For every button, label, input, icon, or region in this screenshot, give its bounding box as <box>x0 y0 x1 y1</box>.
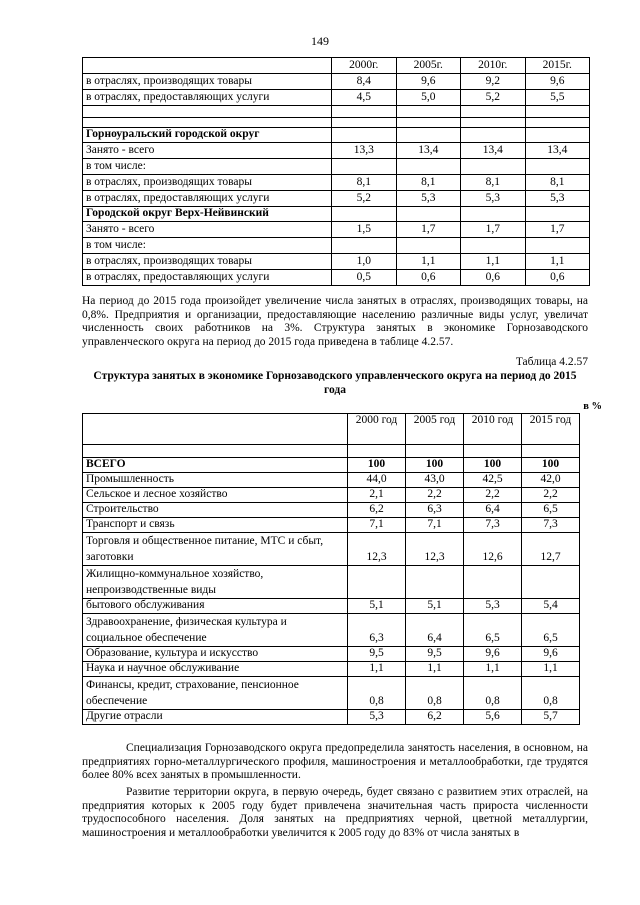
cell-value <box>332 106 397 118</box>
cell-value: 43,0 <box>406 473 464 488</box>
spacer-cell <box>348 445 406 458</box>
table-row <box>83 191 590 207</box>
cell-value: 5,4 <box>522 599 580 614</box>
cell-value <box>396 207 461 222</box>
cell-value: 1,1 <box>348 662 406 677</box>
cell-value: 1,1 <box>464 662 522 677</box>
cell-value: 5,3 <box>396 191 461 207</box>
cell-value: 1,1 <box>461 254 526 270</box>
cell-value <box>461 128 526 143</box>
cell-value: 100 <box>522 458 580 473</box>
cell-value: 6,4 <box>406 614 464 647</box>
spacer-cell <box>83 118 332 128</box>
header-empty-cell <box>83 58 332 74</box>
table-row <box>83 74 590 90</box>
row-label: Торговля и общественное питание, МТС и сбыт, заготовки <box>83 533 348 566</box>
cell-value: 12,3 <box>406 533 464 566</box>
cell-value: 2,2 <box>464 488 522 503</box>
header-empty-cell <box>83 414 348 445</box>
cell-value: 6,4 <box>464 503 522 518</box>
row-label: в отраслях, предоставляющих услуги <box>83 191 332 207</box>
group-heading-row <box>83 128 590 143</box>
table-row <box>83 90 590 106</box>
cell-value: 5,3 <box>461 191 526 207</box>
table-row <box>83 566 580 599</box>
cell-value: 42,5 <box>464 473 522 488</box>
cell-value: 6,5 <box>522 614 580 647</box>
cell-value: 44,0 <box>348 473 406 488</box>
row-label: Жилищно-коммунальное хозяйство, непроизводственные виды <box>83 566 348 599</box>
row-label: в отраслях, производящих товары <box>83 254 332 270</box>
spacer-cell <box>83 445 348 458</box>
row-label: в отраслях, предоставляющих услуги <box>83 270 332 286</box>
cell-value <box>396 159 461 175</box>
total-row <box>83 458 580 473</box>
group-heading-row <box>83 207 590 222</box>
table-row <box>83 533 580 566</box>
cell-value <box>461 159 526 175</box>
year-header: 2000г. <box>332 58 397 74</box>
cell-value: 9,6 <box>464 647 522 662</box>
cell-value: 4,5 <box>332 90 397 106</box>
cell-value <box>464 566 522 599</box>
cell-value: 0,6 <box>461 270 526 286</box>
cell-value: 7,1 <box>406 518 464 533</box>
cell-value: 0,8 <box>406 677 464 710</box>
cell-value: 8,1 <box>461 175 526 191</box>
year-header: 2005 год <box>406 414 464 445</box>
row-label: в том числе: <box>83 159 332 175</box>
year-header: 2015 год <box>522 414 580 445</box>
year-header: 2000 год <box>348 414 406 445</box>
cell-value: 100 <box>348 458 406 473</box>
row-label: Транспорт и связь <box>83 518 348 533</box>
cell-value <box>525 207 590 222</box>
cell-value: 1,7 <box>525 222 590 238</box>
cell-value <box>348 566 406 599</box>
cell-value: 5,3 <box>464 599 522 614</box>
cell-value: 5,2 <box>461 90 526 106</box>
cell-value: 13,4 <box>461 143 526 159</box>
table-row-spacer <box>83 445 580 458</box>
table-row <box>83 647 580 662</box>
cell-value: 1,1 <box>406 662 464 677</box>
table-row <box>83 503 580 518</box>
row-label: Наука и научное обслуживание <box>83 662 348 677</box>
cell-value: 5,2 <box>332 191 397 207</box>
cell-value: 1,0 <box>332 254 397 270</box>
spacer-cell <box>525 118 590 128</box>
cell-value <box>396 106 461 118</box>
cell-value: 5,3 <box>348 710 406 725</box>
row-label: Занято - всего <box>83 143 332 159</box>
cell-value <box>461 106 526 118</box>
cell-value: 9,6 <box>396 74 461 90</box>
table-row <box>83 254 590 270</box>
spacer-cell <box>332 118 397 128</box>
cell-value: 6,5 <box>464 614 522 647</box>
cell-value: 5,6 <box>464 710 522 725</box>
cell-value: 0,8 <box>522 677 580 710</box>
spacer-cell <box>406 445 464 458</box>
year-header: 2010г. <box>461 58 526 74</box>
table-row <box>83 473 580 488</box>
cell-value: 5,1 <box>406 599 464 614</box>
cell-value: 13,4 <box>396 143 461 159</box>
table-row <box>83 710 580 725</box>
cell-value: 6,2 <box>406 710 464 725</box>
cell-value: 0,5 <box>332 270 397 286</box>
cell-value: 1,7 <box>461 222 526 238</box>
cell-value <box>332 238 397 254</box>
page-number: 149 <box>311 34 329 48</box>
table-row <box>83 175 590 191</box>
cell-value: 5,5 <box>525 90 590 106</box>
spacer-cell <box>461 118 526 128</box>
cell-value: 9,2 <box>461 74 526 90</box>
cell-value: 2,2 <box>522 488 580 503</box>
cell-value <box>525 128 590 143</box>
spacer-cell <box>522 445 580 458</box>
cell-value <box>332 159 397 175</box>
cell-value: 1,7 <box>396 222 461 238</box>
cell-value: 9,6 <box>525 74 590 90</box>
cell-value: 6,5 <box>522 503 580 518</box>
cell-value: 1,1 <box>396 254 461 270</box>
cell-value: 12,6 <box>464 533 522 566</box>
cell-value <box>461 207 526 222</box>
year-header: 2015г. <box>525 58 590 74</box>
cell-value: 8,1 <box>332 175 397 191</box>
cell-value <box>522 566 580 599</box>
cell-value: 7,3 <box>522 518 580 533</box>
cell-value <box>332 128 397 143</box>
row-label: в отраслях, производящих товары <box>83 74 332 90</box>
cell-value: 9,6 <box>522 647 580 662</box>
table-unit: в % <box>583 401 602 412</box>
row-label: Промышленность <box>83 473 348 488</box>
row-label: ВСЕГО <box>83 458 348 473</box>
table-title: Структура занятых в экономике Горнозаводского управленческого округа на период до 2015 года <box>93 370 577 396</box>
cell-value <box>525 238 590 254</box>
cell-value: 0,8 <box>464 677 522 710</box>
row-label: Строительство <box>83 503 348 518</box>
row-label: бытового обслуживания <box>83 599 348 614</box>
row-label: Занято - всего <box>83 222 332 238</box>
row-label: Образование, культура и искусство <box>83 647 348 662</box>
cell-value: 100 <box>406 458 464 473</box>
cell-value <box>461 238 526 254</box>
cell-value: 13,3 <box>332 143 397 159</box>
table-row <box>83 677 580 710</box>
cell-value: 13,4 <box>525 143 590 159</box>
table-row <box>83 614 580 647</box>
table-row <box>83 662 580 677</box>
table-row <box>83 159 590 175</box>
cell-value <box>396 128 461 143</box>
spacer-cell <box>396 118 461 128</box>
paragraph-development: Развитие территории округа, в первую очередь, будет связано с развитием этих отраслей, на предприятия которых к 2005 году будет привлечена значительная часть прироста численности трудоспособного населения. Доля занятых на предприятиях черной, цветной металлургии, машиностроения и металлообработки увеличится к 2005 году до 83% от числа занятых в <box>82 786 588 839</box>
cell-value: 6,2 <box>348 503 406 518</box>
cell-value: 5,0 <box>396 90 461 106</box>
row-label: Финансы, кредит, страхование, пенсионное обеспечение <box>83 677 348 710</box>
cell-value <box>332 207 397 222</box>
table-row-spacer <box>83 118 590 128</box>
year-header: 2005г. <box>396 58 461 74</box>
cell-value: 8,1 <box>396 175 461 191</box>
cell-value <box>525 159 590 175</box>
table-row <box>83 143 590 159</box>
row-label: Другие отрасли <box>83 710 348 725</box>
cell-value: 42,0 <box>522 473 580 488</box>
table-row <box>83 488 580 503</box>
paragraph-employment-forecast: На период до 2015 года произойдет увеличение числа занятых в отраслях, производящих товары, на 0,8%. Предприятия и организации, предоставляющие населению различные виды услуг, увеличат численность своих работников на 3%. Структура занятых в экономике Горнозаводского управленческого округа на период до 2015 года приведена в таблице 4.2.57. <box>82 295 588 348</box>
cell-value: 1,1 <box>525 254 590 270</box>
cell-value: 9,5 <box>348 647 406 662</box>
row-label: в отраслях, производящих товары <box>83 175 332 191</box>
table-number: Таблица 4.2.57 <box>515 356 588 368</box>
cell-value: 7,3 <box>464 518 522 533</box>
table-row <box>83 222 590 238</box>
row-label: в том числе: <box>83 238 332 254</box>
table-row <box>83 599 580 614</box>
employment-by-district-table <box>82 57 590 286</box>
table-row <box>83 238 590 254</box>
cell-value: 6,3 <box>348 614 406 647</box>
table-row <box>83 518 580 533</box>
cell-value: 12,3 <box>348 533 406 566</box>
cell-value: 0,8 <box>348 677 406 710</box>
cell-value: 2,2 <box>406 488 464 503</box>
cell-value: 8,4 <box>332 74 397 90</box>
cell-value: 100 <box>464 458 522 473</box>
spacer-cell <box>464 445 522 458</box>
cell-value: 0,6 <box>396 270 461 286</box>
table-header-row <box>83 414 580 445</box>
cell-value: 5,1 <box>348 599 406 614</box>
row-label: Сельское и лесное хозяйство <box>83 488 348 503</box>
cell-value <box>525 106 590 118</box>
cell-value: 7,1 <box>348 518 406 533</box>
cell-value: 1,5 <box>332 222 397 238</box>
table-header-row <box>83 58 590 74</box>
cell-value: 9,5 <box>406 647 464 662</box>
group-heading: Горноуральский городской округ <box>83 128 332 143</box>
row-label: Здравоохранение, физическая культура и социальное обеспечение <box>83 614 348 647</box>
table-row <box>83 270 590 286</box>
row-label <box>83 106 332 118</box>
cell-value: 2,1 <box>348 488 406 503</box>
table-row-blank <box>83 106 590 118</box>
cell-value: 8,1 <box>525 175 590 191</box>
cell-value: 1,1 <box>522 662 580 677</box>
cell-value: 0,6 <box>525 270 590 286</box>
paragraph-specialization: Специализация Горнозаводского округа предопределила занятость населения, в основном, на предприятиях горно-металлургического профиля, машиностроения и металлообработки, где трудятся более 80% всех занятых в промышленности. <box>82 742 588 782</box>
employment-structure-table <box>82 413 580 725</box>
cell-value <box>396 238 461 254</box>
group-heading: Городской округ Верх-Нейвинский <box>83 207 332 222</box>
cell-value <box>406 566 464 599</box>
cell-value: 6,3 <box>406 503 464 518</box>
cell-value: 12,7 <box>522 533 580 566</box>
year-header: 2010 год <box>464 414 522 445</box>
cell-value: 5,3 <box>525 191 590 207</box>
row-label: в отраслях, предоставляющих услуги <box>83 90 332 106</box>
cell-value: 5,7 <box>522 710 580 725</box>
